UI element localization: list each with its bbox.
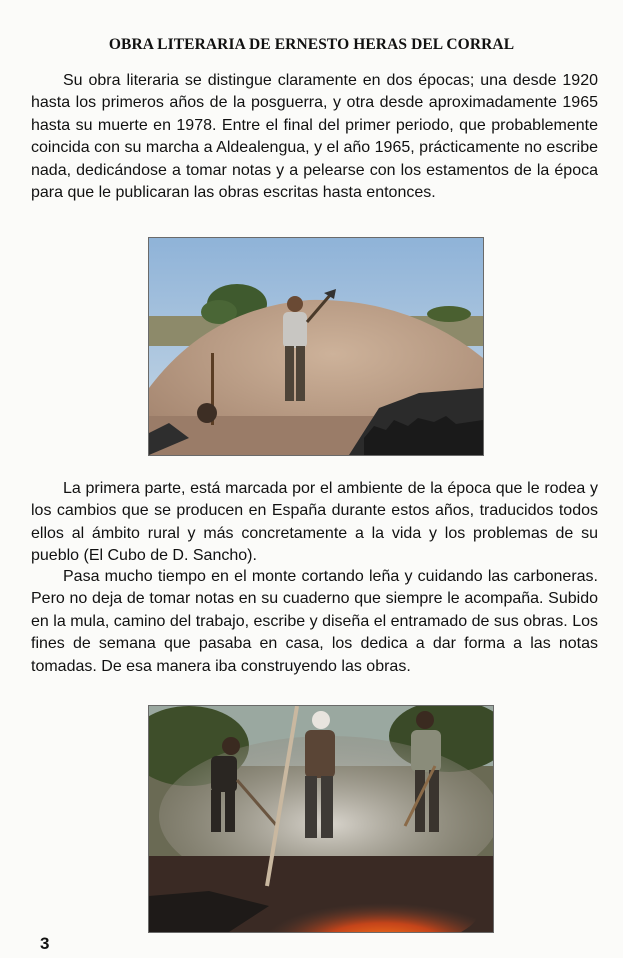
photo-charcoal-burning	[149, 706, 493, 932]
paragraph-intro: Su obra literaria se distingue claramente en dos épocas; una desde 1920 hasta los primeros años de la posguerra, y otra desde aproximadamente 1965 hasta su muerte en 1978. Entre el final del primer periodo, que probablemente coincida con su marcha a Aldealengua, y el año 1965, prácticamente no escribe nada, dedicándose a tomar notas y a pelearse con los estamentos de la época para que le publicaran las obras escritas hasta entonces.	[31, 72, 598, 202]
photo-charcoal-mound-image	[149, 238, 483, 455]
paragraph-charcoal-work: Pasa mucho tiempo en el monte cortando leña y cuidando las carboneras. Pero no deja de tomar notas en su cuaderno que siempre le acompaña. Subido en la mula, camino del trabajo, escribe y diseña el entramado de sus obras. Los fines de semana que pasaba en casa, los dedica a dar forma a las notas tomadas. De esa manera iba construyendo las obras.	[31, 568, 598, 675]
page-title: OBRA LITERARIA DE ERNESTO HERAS DEL CORRAL	[108, 36, 515, 53]
page-number: 3	[40, 934, 50, 953]
photo-charcoal-mound	[149, 238, 483, 455]
paragraph-first-part: La primera parte, está marcada por el ambiente de la época que le rodea y los cambios que se producen en España durante estos años, traducidos todos ellos al ámbito rural y más concretamente a la vida y los problemas de su pueblo (El Cubo de D. Sancho).	[31, 480, 598, 565]
photo-charcoal-burning-image	[149, 706, 493, 932]
